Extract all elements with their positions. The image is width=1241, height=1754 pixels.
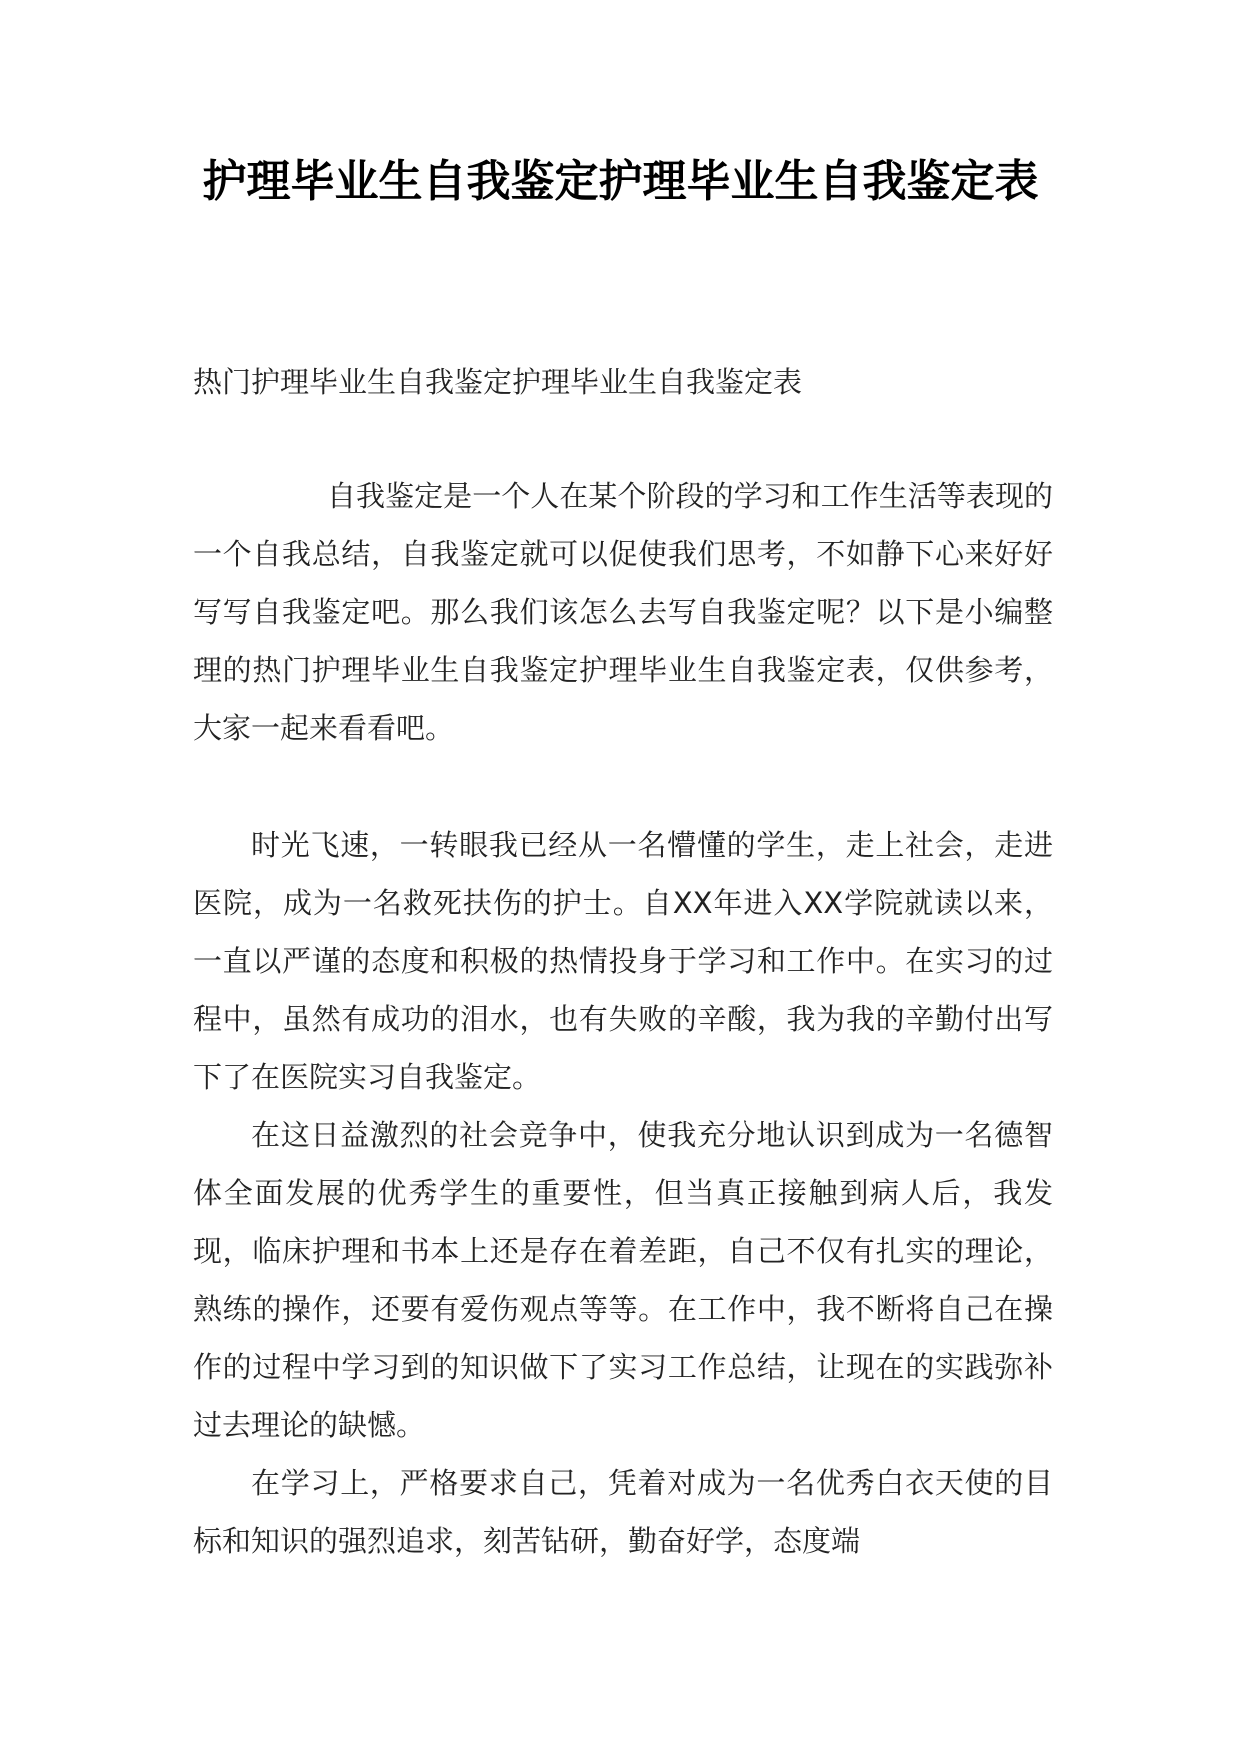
body-paragraph-2: 在这日益激烈的社会竞争中，使我充分地认识到成为一名德智体全面发展的优秀学生的重要性，但当真正接触到病人后，我发现，临床护理和书本上还是存在着差距，自己不仅有扎实的理论，熟练的操作，还要有爱伤观点等等。在工作中，我不断将自己在操作的过程中学习到的知识做下了实习工作总结，让现在的实践弥补过去理论的缺憾。 [193, 1118, 1053, 1442]
document-subtitle: 热门护理毕业生自我鉴定护理毕业生自我鉴定表 [193, 365, 803, 399]
intro-section [193, 467, 1053, 757]
document-title: 护理毕业生自我鉴定护理毕业生自我鉴定表 [202, 156, 1039, 207]
body-paragraph-3: 在学习上，严格要求自己，凭着对成为一名优秀白衣天使的目标和知识的强烈追求，刻苦钻研，勤奋好学，态度端 [193, 1466, 1053, 1558]
body-section [193, 816, 1053, 1570]
intro-paragraph: 自我鉴定是一个人在某个阶段的学习和工作生活等表现的一个自我总结，自我鉴定就可以促使我们思考，不如静下心来好好写写自我鉴定吧。那么我们该怎么去写自我鉴定呢？以下是小编整理的热门护理毕业生自我鉴定护理毕业生自我鉴定表，仅供参考，大家一起来看看吧。 [193, 479, 1053, 745]
body-paragraph-1: 时光飞速，一转眼我已经从一名懵懂的学生，走上社会，走进医院，成为一名救死扶伤的护士。自XX年进入XX学院就读以来，一直以严谨的态度和积极的热情投身于学习和工作中。在实习的过程中，虽然有成功的泪水，也有失败的辛酸，我为我的辛勤付出写下了在医院实习自我鉴定。 [193, 828, 1053, 1094]
